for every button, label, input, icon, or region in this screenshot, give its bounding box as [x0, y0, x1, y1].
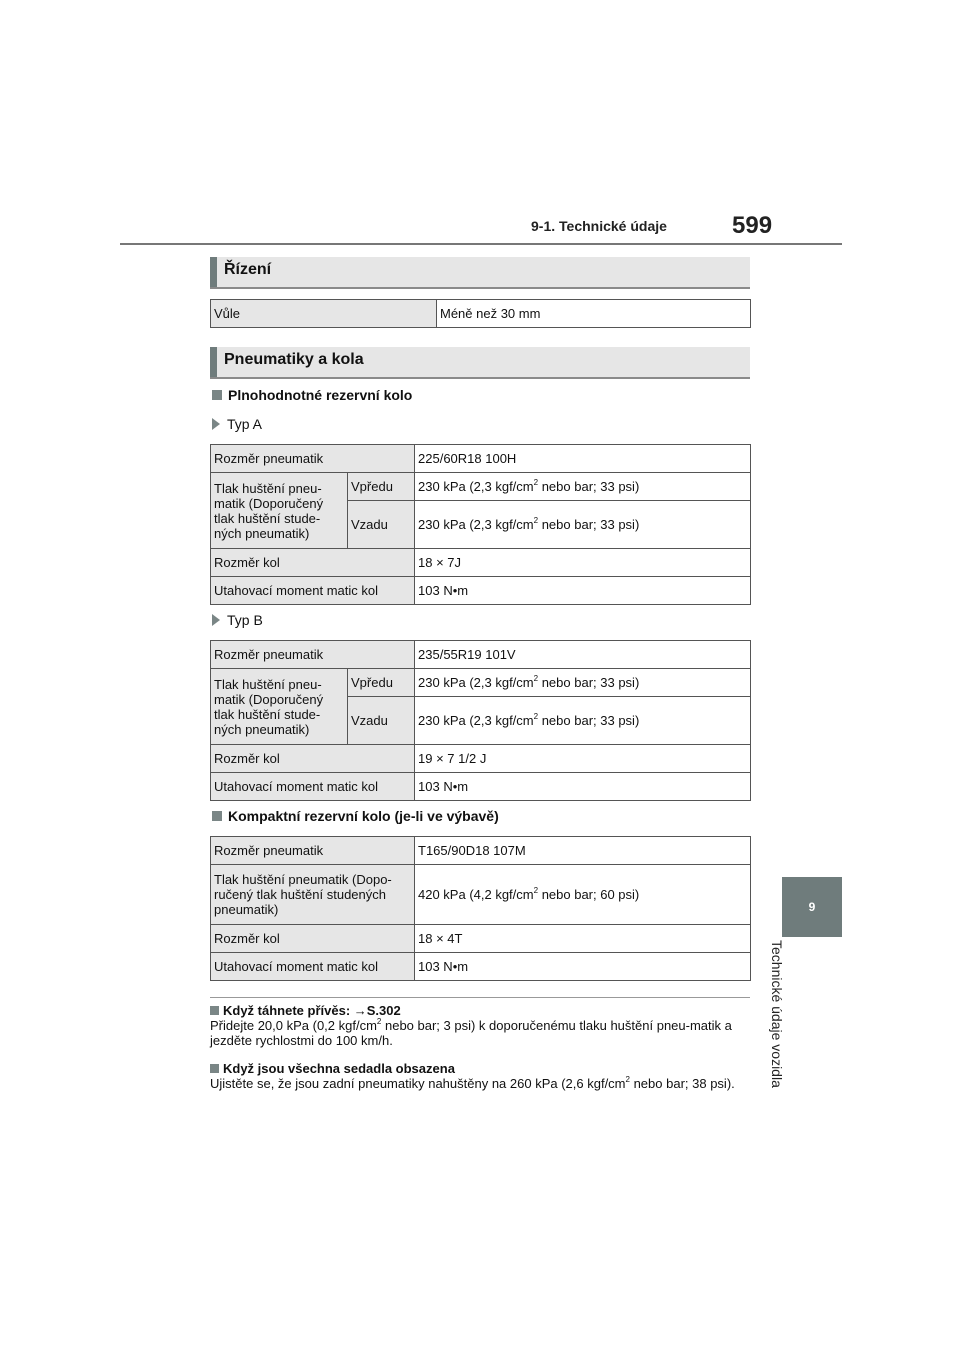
table-cell-value: 18 × 4T [415, 925, 751, 953]
table-cell-label: Rozměr kol [211, 745, 415, 773]
subheading-compact-spare: Kompaktní rezervní kolo (je-li ve výbavě) [212, 808, 499, 824]
table-row [211, 773, 751, 801]
table-row [211, 473, 751, 501]
table-cell-label: Rozměr kol [211, 925, 415, 953]
table-cell-label: Tlak huštění pneumatik (Dopo-ručený tlak huštění studených pneumatik) [211, 865, 415, 925]
table-cell-sublabel: Vzadu [348, 501, 415, 549]
table-cell-sublabel: Vpředu [348, 473, 415, 501]
type-b-table [210, 640, 751, 801]
type-b-label: Typ B [212, 612, 263, 628]
table-cell-value: 103 N•m [415, 953, 751, 981]
section-heading-text: Řízení [224, 261, 272, 278]
table-cell-value: 19 × 7 1/2 J [415, 745, 751, 773]
table-cell-label: Tlak huštění pneu-matik (Doporučený tlak huštění stude-ných pneumatik) [211, 473, 348, 549]
note-text: Ujistěte se, že jsou zadní pneumatiky nahuštěny na 260 kPa (2,6 kgf/$cm^2$ nebo bar; 38 psi). [210, 1075, 735, 1091]
note-heading[interactable]: Když táhnete přívěs: →S.302 [223, 1003, 401, 1018]
table-row [211, 745, 751, 773]
table-row [211, 953, 751, 981]
table-row [211, 669, 751, 697]
chapter-number: 9 [808, 900, 816, 914]
chapter-tab-label-wrap [769, 940, 801, 1140]
heading-accent-bar [210, 257, 217, 287]
table-row [211, 577, 751, 605]
square-bullet-icon [210, 1006, 219, 1015]
table-cell-value: 420 kPa (4,2 kgf/$cm^2$ nebo bar; 60 psi) [415, 865, 751, 925]
table-cell-value: T165/90D18 107M [415, 837, 751, 865]
table-cell-label: Utahovací moment matic kol [211, 953, 415, 981]
table-cell-value: 230 kPa (2,3 kgf/$cm^2$ nebo bar; 33 psi) [415, 669, 751, 697]
header-divider [120, 243, 842, 245]
note-text: Přidejte 20,0 kPa (0,2 kgf/$cm^2$ nebo bar; 3 psi) k doporučenému tlaku huštění pneu-matik a jezděte rychlostmi do 100 km/h. [210, 1017, 732, 1048]
page-number: 599 [732, 212, 773, 239]
section-heading-text: Pneumatiky a kola [224, 351, 364, 368]
table-cell-value: 235/55R19 101V [415, 641, 751, 669]
arrow-bullet-icon [212, 418, 220, 430]
note-all-seats [210, 1061, 752, 1091]
table-cell-label: Rozměr pneumatik [211, 445, 415, 473]
table-cell-label: Rozměr pneumatik [211, 641, 415, 669]
table-cell-sublabel: Vzadu [348, 697, 415, 745]
note-heading: Když jsou všechna sedadla obsazena [223, 1061, 455, 1076]
note-towing [210, 1003, 752, 1048]
table-row [211, 300, 751, 328]
table-cell-label: Utahovací moment matic kol [211, 773, 415, 801]
section-heading-steering [210, 257, 750, 289]
section-heading-tires [210, 347, 750, 379]
table-cell-label: Utahovací moment matic kol [211, 577, 415, 605]
section-title: 9-1. Technické údaje [531, 218, 667, 234]
type-a-table [210, 444, 751, 605]
table-row [211, 445, 751, 473]
square-bullet-icon [210, 1064, 219, 1073]
type-a-label: Typ A [212, 416, 262, 432]
table-row [211, 837, 751, 865]
chapter-tab[interactable] [782, 877, 842, 937]
table-cell-sublabel: Vpředu [348, 669, 415, 697]
table-cell-value: 230 kPa (2,3 kgf/$cm^2$ nebo bar; 33 psi) [415, 501, 751, 549]
table-cell-label: Vůle [211, 300, 437, 328]
table-cell-value: 225/60R18 100H [415, 445, 751, 473]
table-cell-value: 103 N•m [415, 773, 751, 801]
table-cell-label: Tlak huštění pneu-matik (Doporučený tlak huštění stude-ných pneumatik) [211, 669, 348, 745]
table-cell-label: Rozměr kol [211, 549, 415, 577]
square-bullet-icon [212, 390, 222, 400]
square-bullet-icon [212, 811, 222, 821]
heading-accent-bar [210, 347, 217, 377]
steering-table [210, 299, 751, 328]
table-cell-value: 230 kPa (2,3 kgf/$cm^2$ nebo bar; 33 psi) [415, 473, 751, 501]
compact-spare-table [210, 836, 751, 981]
table-row [211, 549, 751, 577]
notes-divider [210, 997, 750, 998]
table-cell-value: 18 × 7J [415, 549, 751, 577]
table-cell-value: Méně než 30 mm [437, 300, 751, 328]
subheading-full-spare: Plnohodnotné rezervní kolo [212, 387, 412, 403]
table-cell-value: 230 kPa (2,3 kgf/$cm^2$ nebo bar; 33 psi) [415, 697, 751, 745]
chapter-label: Technické údaje vozidla [769, 940, 785, 1088]
table-row [211, 865, 751, 925]
table-cell-label: Rozměr pneumatik [211, 837, 415, 865]
arrow-bullet-icon [212, 614, 220, 626]
table-row [211, 641, 751, 669]
table-row [211, 925, 751, 953]
table-cell-value: 103 N•m [415, 577, 751, 605]
